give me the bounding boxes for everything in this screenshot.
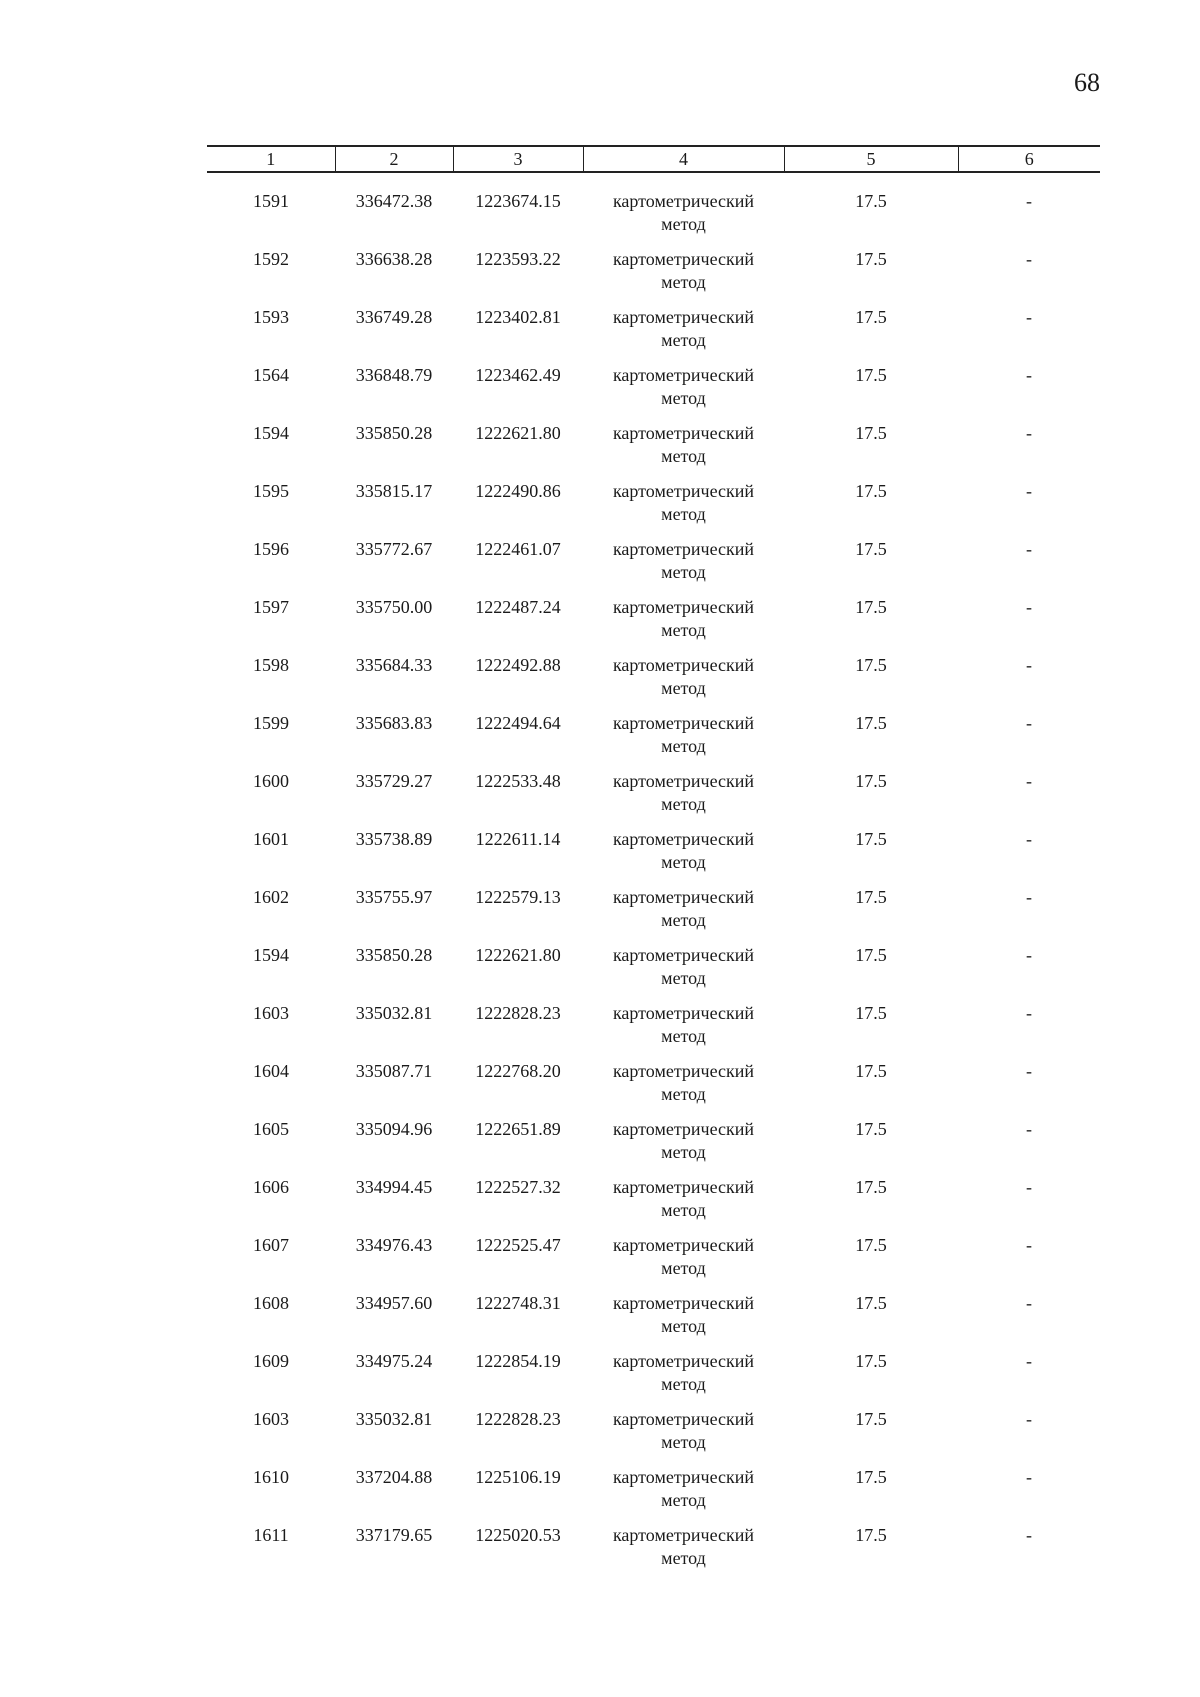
method-line-1: картометрический	[612, 771, 755, 791]
method-line-1: картометрический	[612, 365, 755, 385]
table-row	[207, 1292, 1100, 1350]
table-row	[207, 364, 1100, 422]
method-cell	[583, 712, 784, 770]
y-coordinate-cell: 1225106.19	[475, 1467, 561, 1487]
y-coordinate-cell: 1222768.20	[475, 1061, 561, 1081]
x-coordinate-cell: 335684.33	[355, 655, 433, 675]
accuracy-cell: 17.5	[855, 307, 887, 327]
method-cell	[583, 1234, 784, 1292]
x-coordinate-cell: 335094.96	[355, 1119, 433, 1139]
method-cell	[583, 422, 784, 480]
point-number-cell: 1603	[253, 1003, 289, 1023]
table-row	[207, 596, 1100, 654]
x-coordinate-cell: 335815.17	[355, 481, 433, 501]
accuracy-cell: 17.5	[855, 539, 887, 559]
accuracy-cell: 17.5	[855, 1525, 887, 1545]
note-cell: -	[1026, 1467, 1032, 1487]
point-number-cell: 1609	[253, 1351, 289, 1371]
method-cell	[583, 364, 784, 422]
note-cell: -	[1026, 887, 1032, 907]
y-coordinate-cell: 1222579.13	[475, 887, 561, 907]
method-line-2: метод	[661, 562, 706, 582]
method-cell	[583, 1524, 784, 1582]
note-cell: -	[1026, 829, 1032, 849]
point-number-cell: 1600	[253, 771, 289, 791]
point-number-cell: 1607	[253, 1235, 289, 1255]
y-coordinate-cell: 1223462.49	[475, 365, 561, 385]
point-number-cell: 1593	[253, 307, 289, 327]
y-coordinate-cell: 1222490.86	[475, 481, 561, 501]
point-number-cell: 1591	[253, 191, 289, 211]
method-cell	[583, 1002, 784, 1060]
x-coordinate-cell: 336749.28	[355, 307, 433, 327]
point-number-cell: 1594	[253, 945, 289, 965]
x-coordinate-cell: 336472.38	[355, 191, 433, 211]
x-coordinate-cell: 335729.27	[355, 771, 433, 791]
table-row	[207, 248, 1100, 306]
header-cell-4: 4	[583, 146, 784, 172]
method-cell	[583, 1060, 784, 1118]
method-line-2: метод	[661, 272, 706, 292]
x-coordinate-cell: 334957.60	[355, 1293, 433, 1313]
note-cell: -	[1026, 597, 1032, 617]
method-line-2: метод	[661, 1084, 706, 1104]
coordinates-table	[207, 145, 1100, 1582]
method-cell	[583, 190, 784, 248]
y-coordinate-cell: 1222611.14	[475, 829, 561, 849]
method-line-2: метод	[661, 1316, 706, 1336]
table-row	[207, 886, 1100, 944]
table-row	[207, 190, 1100, 248]
table-row	[207, 1118, 1100, 1176]
method-line-1: картометрический	[612, 655, 755, 675]
method-cell	[583, 770, 784, 828]
method-line-1: картометрический	[612, 1525, 755, 1545]
note-cell: -	[1026, 1409, 1032, 1429]
method-line-1: картометрический	[612, 1061, 755, 1081]
method-cell	[583, 828, 784, 886]
x-coordinate-cell: 335772.67	[355, 539, 433, 559]
note-cell: -	[1026, 423, 1032, 443]
point-number-cell: 1597	[253, 597, 289, 617]
y-coordinate-cell: 1222621.80	[475, 945, 561, 965]
note-cell: -	[1026, 1525, 1032, 1545]
method-line-2: метод	[661, 1490, 706, 1510]
header-spacer	[207, 172, 1100, 190]
table-row	[207, 1060, 1100, 1118]
method-cell	[583, 1466, 784, 1524]
note-cell: -	[1026, 307, 1032, 327]
y-coordinate-cell: 1222492.88	[475, 655, 561, 675]
method-line-1: картометрический	[612, 887, 755, 907]
method-cell	[583, 248, 784, 306]
point-number-cell: 1598	[253, 655, 289, 675]
note-cell: -	[1026, 1003, 1032, 1023]
accuracy-cell: 17.5	[855, 1467, 887, 1487]
y-coordinate-cell: 1222748.31	[475, 1293, 561, 1313]
method-line-2: метод	[661, 1432, 706, 1452]
accuracy-cell: 17.5	[855, 655, 887, 675]
method-line-2: метод	[661, 910, 706, 930]
x-coordinate-cell: 335750.00	[355, 597, 433, 617]
x-coordinate-cell: 336638.28	[355, 249, 433, 269]
point-number-cell: 1601	[253, 829, 289, 849]
y-coordinate-cell: 1223402.81	[475, 307, 561, 327]
accuracy-cell: 17.5	[855, 1409, 887, 1429]
accuracy-cell: 17.5	[855, 191, 887, 211]
y-coordinate-cell: 1222494.64	[475, 713, 561, 733]
y-coordinate-cell: 1222533.48	[475, 771, 561, 791]
note-cell: -	[1026, 1177, 1032, 1197]
table-row	[207, 1524, 1100, 1582]
x-coordinate-cell: 335850.28	[355, 945, 433, 965]
point-number-cell: 1595	[253, 481, 289, 501]
method-line-1: картометрический	[612, 307, 755, 327]
method-line-1: картометрический	[612, 1003, 755, 1023]
table-row	[207, 944, 1100, 1002]
point-number-cell: 1605	[253, 1119, 289, 1139]
method-line-1: картометрический	[612, 1351, 755, 1371]
y-coordinate-cell: 1223593.22	[475, 249, 561, 269]
note-cell: -	[1026, 655, 1032, 675]
method-line-2: метод	[661, 794, 706, 814]
method-line-1: картометрический	[612, 481, 755, 501]
y-coordinate-cell: 1222527.32	[475, 1177, 561, 1197]
x-coordinate-cell: 335738.89	[355, 829, 433, 849]
method-line-1: картометрический	[612, 1119, 755, 1139]
method-line-2: метод	[661, 620, 706, 640]
page-number: 68	[1074, 68, 1100, 97]
table-row	[207, 422, 1100, 480]
accuracy-cell: 17.5	[855, 771, 887, 791]
method-line-1: картометрический	[612, 1235, 755, 1255]
method-cell	[583, 886, 784, 944]
method-line-2: метод	[661, 1374, 706, 1394]
method-cell	[583, 944, 784, 1002]
header-cell-5: 5	[784, 146, 958, 172]
accuracy-cell: 17.5	[855, 1119, 887, 1139]
table-row	[207, 538, 1100, 596]
method-line-2: метод	[661, 388, 706, 408]
method-line-1: картометрический	[612, 945, 755, 965]
table-row	[207, 1350, 1100, 1408]
header-row	[207, 146, 1100, 172]
note-cell: -	[1026, 1119, 1032, 1139]
note-cell: -	[1026, 1061, 1032, 1081]
y-coordinate-cell: 1225020.53	[475, 1525, 561, 1545]
method-line-1: картометрический	[612, 1409, 755, 1429]
method-line-2: метод	[661, 736, 706, 756]
note-cell: -	[1026, 365, 1032, 385]
x-coordinate-cell: 334976.43	[355, 1235, 433, 1255]
table-row	[207, 1176, 1100, 1234]
header-cell-6: 6	[958, 146, 1100, 172]
method-cell	[583, 1176, 784, 1234]
note-cell: -	[1026, 1351, 1032, 1371]
table-row	[207, 1466, 1100, 1524]
method-line-2: метод	[661, 1026, 706, 1046]
accuracy-cell: 17.5	[855, 365, 887, 385]
accuracy-cell: 17.5	[855, 887, 887, 907]
point-number-cell: 1606	[253, 1177, 289, 1197]
x-coordinate-cell: 336848.79	[355, 365, 433, 385]
x-coordinate-cell: 335087.71	[355, 1061, 433, 1081]
accuracy-cell: 17.5	[855, 1235, 887, 1255]
x-coordinate-cell: 335850.28	[355, 423, 433, 443]
header-cell-1: 1	[207, 146, 335, 172]
note-cell: -	[1026, 1235, 1032, 1255]
table-row	[207, 1408, 1100, 1466]
header-cell-3: 3	[453, 146, 583, 172]
x-coordinate-cell: 335032.81	[355, 1409, 433, 1429]
method-line-2: метод	[661, 446, 706, 466]
y-coordinate-cell: 1222525.47	[475, 1235, 561, 1255]
y-coordinate-cell: 1222651.89	[475, 1119, 561, 1139]
method-line-1: картометрический	[612, 249, 755, 269]
table-row	[207, 480, 1100, 538]
note-cell: -	[1026, 249, 1032, 269]
method-cell	[583, 596, 784, 654]
method-line-1: картометрический	[612, 1467, 755, 1487]
point-number-cell: 1608	[253, 1293, 289, 1313]
note-cell: -	[1026, 945, 1032, 965]
note-cell: -	[1026, 539, 1032, 559]
method-line-1: картометрический	[612, 1177, 755, 1197]
method-cell	[583, 538, 784, 596]
method-line-1: картометрический	[612, 191, 755, 211]
point-number-cell: 1599	[253, 713, 289, 733]
method-line-2: метод	[661, 1142, 706, 1162]
accuracy-cell: 17.5	[855, 1061, 887, 1081]
table-header	[207, 146, 1100, 172]
table-row	[207, 654, 1100, 712]
note-cell: -	[1026, 1293, 1032, 1313]
accuracy-cell: 17.5	[855, 945, 887, 965]
point-number-cell: 1603	[253, 1409, 289, 1429]
point-number-cell: 1604	[253, 1061, 289, 1081]
accuracy-cell: 17.5	[855, 829, 887, 849]
method-cell	[583, 480, 784, 538]
note-cell: -	[1026, 771, 1032, 791]
method-line-2: метод	[661, 504, 706, 524]
point-number-cell: 1602	[253, 887, 289, 907]
method-line-1: картометрический	[612, 829, 755, 849]
table-row	[207, 828, 1100, 886]
accuracy-cell: 17.5	[855, 249, 887, 269]
accuracy-cell: 17.5	[855, 481, 887, 501]
method-line-1: картометрический	[612, 713, 755, 733]
method-line-2: метод	[661, 1258, 706, 1278]
y-coordinate-cell: 1222854.19	[475, 1351, 561, 1371]
point-number-cell: 1611	[253, 1525, 289, 1545]
x-coordinate-cell: 337204.88	[355, 1467, 433, 1487]
method-line-2: метод	[661, 678, 706, 698]
table-row	[207, 1002, 1100, 1060]
accuracy-cell: 17.5	[855, 1003, 887, 1023]
method-line-1: картометрический	[612, 597, 755, 617]
table-row	[207, 770, 1100, 828]
x-coordinate-cell: 335032.81	[355, 1003, 433, 1023]
point-number-cell: 1610	[253, 1467, 289, 1487]
accuracy-cell: 17.5	[855, 423, 887, 443]
coordinates-table-container	[207, 145, 1100, 1582]
method-line-1: картометрический	[612, 1293, 755, 1313]
method-cell	[583, 306, 784, 364]
method-line-1: картометрический	[612, 423, 755, 443]
method-line-2: метод	[661, 330, 706, 350]
method-cell	[583, 1292, 784, 1350]
y-coordinate-cell: 1223674.15	[475, 191, 561, 211]
header-cell-2: 2	[335, 146, 453, 172]
method-cell	[583, 1118, 784, 1176]
x-coordinate-cell: 335755.97	[355, 887, 433, 907]
method-line-2: метод	[661, 1200, 706, 1220]
table-row	[207, 1234, 1100, 1292]
x-coordinate-cell: 334975.24	[355, 1351, 433, 1371]
note-cell: -	[1026, 713, 1032, 733]
point-number-cell: 1596	[253, 539, 289, 559]
y-coordinate-cell: 1222828.23	[475, 1003, 561, 1023]
method-cell	[583, 654, 784, 712]
y-coordinate-cell: 1222621.80	[475, 423, 561, 443]
method-line-2: метод	[661, 852, 706, 872]
x-coordinate-cell: 334994.45	[355, 1177, 433, 1197]
y-coordinate-cell: 1222487.24	[475, 597, 561, 617]
method-cell	[583, 1350, 784, 1408]
point-number-cell: 1594	[253, 423, 289, 443]
x-coordinate-cell: 337179.65	[355, 1525, 433, 1545]
x-coordinate-cell: 335683.83	[355, 713, 433, 733]
method-line-2: метод	[661, 1548, 706, 1568]
method-line-2: метод	[661, 968, 706, 988]
method-line-2: метод	[661, 214, 706, 234]
table-row	[207, 712, 1100, 770]
note-cell: -	[1026, 481, 1032, 501]
method-cell	[583, 1408, 784, 1466]
accuracy-cell: 17.5	[855, 1293, 887, 1313]
accuracy-cell: 17.5	[855, 1177, 887, 1197]
y-coordinate-cell: 1222828.23	[475, 1409, 561, 1429]
y-coordinate-cell: 1222461.07	[475, 539, 561, 559]
accuracy-cell: 17.5	[855, 1351, 887, 1371]
table-body	[207, 172, 1100, 1582]
note-cell: -	[1026, 191, 1032, 211]
point-number-cell: 1592	[253, 249, 289, 269]
accuracy-cell: 17.5	[855, 597, 887, 617]
accuracy-cell: 17.5	[855, 713, 887, 733]
method-line-1: картометрический	[612, 539, 755, 559]
table-row	[207, 306, 1100, 364]
point-number-cell: 1564	[253, 365, 289, 385]
